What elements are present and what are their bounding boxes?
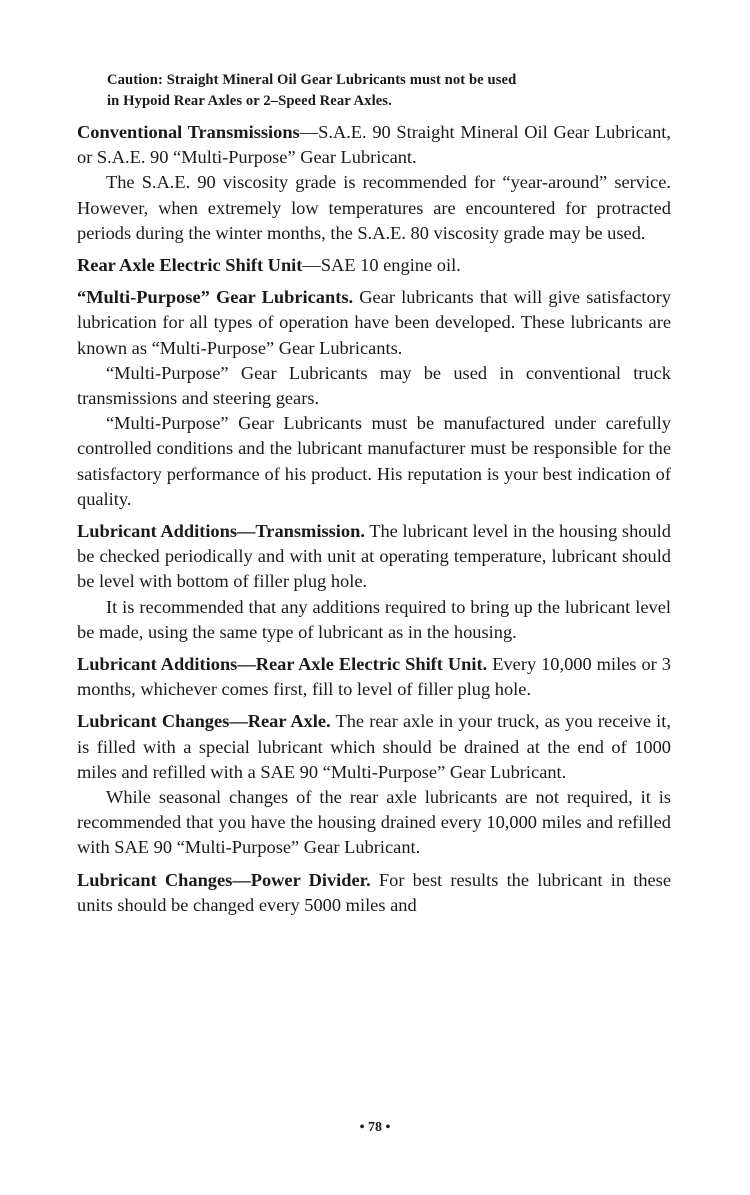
section-heading: Lubricant Changes—Power Divider.	[77, 869, 371, 890]
section-rear-axle-electric-shift-unit	[77, 253, 671, 278]
section-additions-rear-axle-shift-unit	[77, 652, 671, 702]
section-body: Every 10,000 miles or 3 months, whichever comes first, fill to level of filler plug hole.	[77, 654, 671, 700]
section-heading: Rear Axle Electric Shift Unit	[77, 255, 303, 276]
page-number: • 78 •	[359, 1120, 391, 1135]
section-body: —SAE 10 engine oil.	[302, 255, 461, 276]
paragraph-viscosity-grade: The S.A.E. 90 viscosity grade is recommended for “year-around” service. However, when extremely low temperatures are encountered for protracted periods during the winter months, the S.A.E. 80 viscosity grade may be used.	[77, 172, 671, 243]
paragraph-additions-recommendation: It is recommended that any additions required to bring up the lubricant level be made, using the same type of lubricant as in the housing.	[77, 596, 671, 642]
section-body: —S.A.E. 90 Straight Mineral Oil Gear Lubricant, or S.A.E. 90 “Multi-Purpose” Gear Lubricant.	[77, 122, 672, 168]
paragraph-multi-purpose-usage: “Multi-Purpose” Gear Lubricants may be used in conventional truck transmissions and steering gears.	[77, 362, 671, 409]
caution-note	[107, 70, 671, 112]
section-heading: Conventional Transmissions	[77, 122, 300, 142]
paragraph-multi-purpose-manufacture: “Multi-Purpose” Gear Lubricants must be manufactured under carefully controlled conditions and the lubricant manufacturer must be responsible for the satisfactory performance of his product. His reputation is your best indication of quality.	[77, 413, 671, 509]
manual-page	[77, 70, 671, 925]
paragraph-seasonal-changes: While seasonal changes of the rear axle lubricants are not required, it is recommended that you have the housing drained every 10,000 miles and refilled with SAE 90 “Multi-Purpose” Gear Lubricant.	[77, 787, 671, 858]
section-additions-transmission	[77, 519, 671, 595]
caution-line-1: Caution: Straight Mineral Oil Gear Lubricants must not be used	[107, 72, 517, 88]
section-body: The lubricant level in the housing should be checked periodically and with unit at operating temperature, lubricant should be level with bottom of filler plug hole.	[77, 521, 671, 592]
section-heading: Lubricant Additions—Transmission.	[77, 521, 365, 542]
section-heading: “Multi-Purpose” Gear Lubricants.	[77, 287, 354, 308]
section-body: For best results the lubricant in these units should be changed every 5000 miles and	[77, 869, 671, 915]
section-conventional-transmissions	[77, 120, 671, 170]
section-multi-purpose-gear-lubricants	[77, 285, 671, 361]
caution-line-2: in Hypoid Rear Axles or 2–Speed Rear Axles.	[107, 93, 392, 109]
section-changes-power-divider	[77, 868, 671, 918]
section-body: Gear lubricants that will give satisfactory lubrication for all types of operation have been developed. These lubricants are known as “Multi-Purpose” Gear Lubricants.	[77, 287, 671, 358]
section-heading: Lubricant Changes—Rear Axle.	[77, 711, 331, 732]
section-heading: Lubricant Additions—Rear Axle Electric Shift Unit.	[77, 654, 488, 675]
section-body: The rear axle in your truck, as you receive it, is filled with a special lubricant which should be drained at the end of 1000 miles and refilled with a SAE 90 “Multi-Purpose” Gear Lubricant.	[77, 711, 671, 782]
section-changes-rear-axle	[77, 709, 671, 785]
